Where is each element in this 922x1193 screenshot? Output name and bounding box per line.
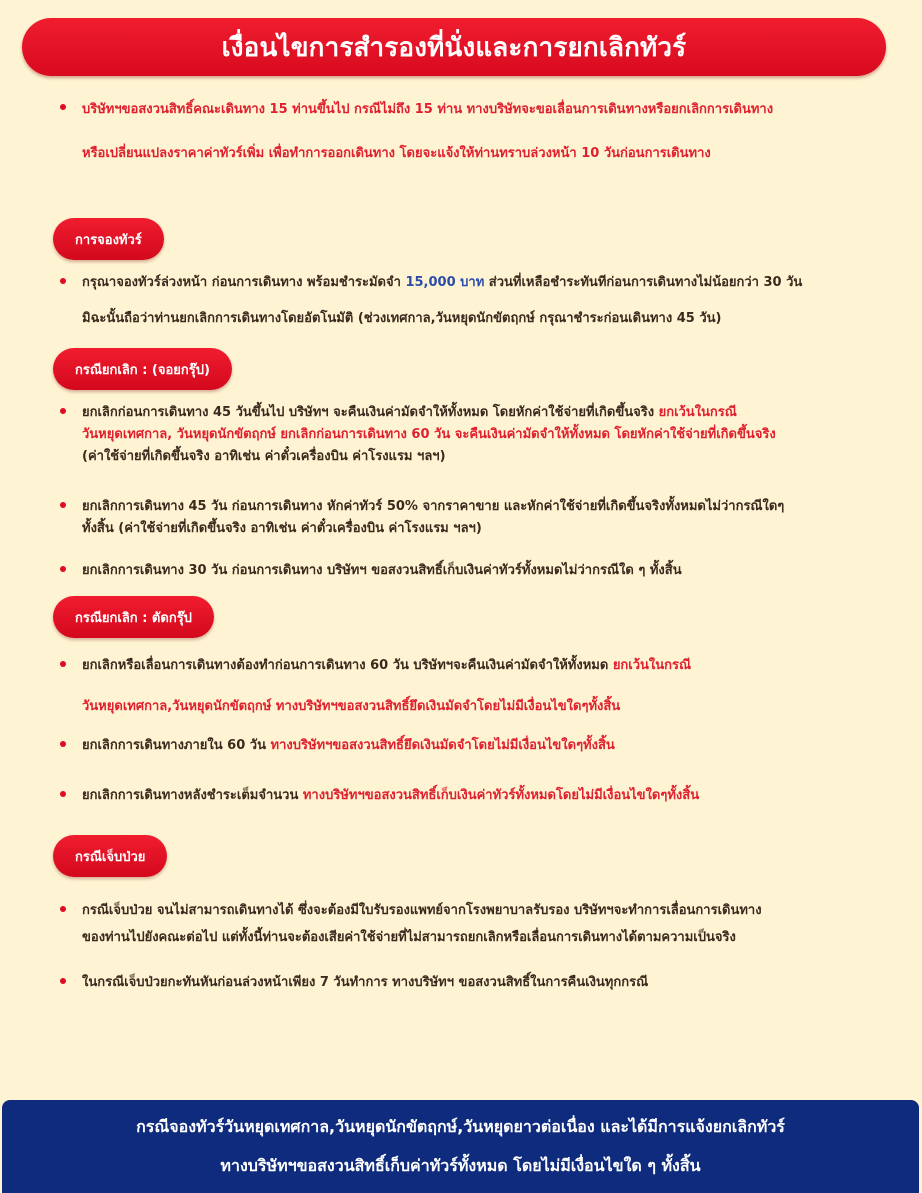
illness-item-1: กรณีเจ็บป่วย จนไม่สามารถเดินทางได้ ซึ่งจะต้องมีใบรับรองแพทย์จากโรงพยาบาลรับรอง บริษัทฯจะทำการเลื่อนการเดินทาง ของท่านไปยังคณะต่อไป แต่ทั้งนี้ท่านจะต้องเสียค่าใช้จ่ายที่ไม่สามารถยกเลิกหรือเลื่อนการเดินทางได้ตามความเป็นจริง [62,900,902,949]
section-label-cancel-private-group: กรณียกเลิก : ตัดกรุ๊ป [53,596,214,638]
bullet-icon [60,978,66,984]
intro-line-1: บริษัทฯขอสงวนสิทธิ์คณะเดินทาง 15 ท่านขึ้นไป กรณีไม่ถึง 15 ท่าน ทางบริษัทจะขอเลื่อนการเดินทางหรือยกเลิกการเดินทาง [82,102,774,117]
bullet-icon [60,741,66,747]
bullet-icon [60,408,66,414]
cancel-join-item-3: ยกเลิกการเดินทาง 30 วัน ก่อนการเดินทาง บริษัทฯ ขอสงวนสิทธิ์เก็บเงินค่าทัวร์ทั้งหมดไม่ว่ากรณีใด ๆ ทั้งสิ้น [62,560,902,582]
deposit-amount: 15,000 บาท [405,275,485,290]
cancel-join-item-1: ยกเลิกก่อนการเดินทาง 45 วันขึ้นไป บริษัทฯ จะคืนเงินค่ามัดจำให้ทั้งหมด โดยหักค่าใช้จ่ายที่เกิดขึ้นจริง ยกเว้นในกรณี วันหยุดเทศกาล, วันหยุดนักขัตฤกษ์ ยกเลิกก่อนการเดินทาง 60 วัน จะคืนเงินค่ามัดจำให้ทั้งหมด โดยหักค่าใช้จ่ายที่เกิดขึ้นจริง (ค่าใช้จ่ายที่เกิดขึ้นจริง อาทิเช่น ค่าตั๋วเครื่องบิน ค่าโรงแรม ฯลฯ) [62,402,902,468]
cancel-private-item-2: ยกเลิกการเดินทางภายใน 60 วัน ทางบริษัทฯขอสงวนสิทธิ์ยึดเงินมัดจำโดยไม่มีเงื่อนไขใดๆทั้งสิ้น [62,735,902,757]
intro-paragraph [62,98,902,166]
cancel-join-item-2: ยกเลิกการเดินทาง 45 วัน ก่อนการเดินทาง หักค่าทัวร์ 50% จากราคาขาย และหักค่าใช้จ่ายที่เกิดขึ้นจริงทั้งหมดไม่ว่ากรณีใดๆ ทั้งสิ้น (ค่าใช้จ่ายที่เกิดขึ้นจริง อาทิเช่น ค่าตั๋วเครื่องบิน ค่าโรงแรม ฯลฯ) [62,496,902,540]
section-label-illness: กรณีเจ็บป่วย [53,835,167,877]
cancel-private-item-3: ยกเลิกการเดินทางหลังชำระเต็มจำนวน ทางบริษัทฯขอสงวนสิทธิ์เก็บเงินค่าทัวร์ทั้งหมดโดยไม่มีเงื่อนไขใดๆทั้งสิ้น [62,785,902,807]
section-label-booking: การจองทัวร์ [53,218,164,260]
booking-item [62,272,902,330]
bullet-icon [60,906,66,912]
footer-notice [2,1100,919,1193]
page-title: เงื่อนไขการสำรองที่นั่งและการยกเลิกทัวร์ [22,18,886,76]
illness-item-2: ในกรณีเจ็บป่วยกะทันหันก่อนล่วงหน้าเพียง 7 วันทำการ ทางบริษัทฯ ขอสงวนสิทธิ์ในการคืนเงินทุกกรณี [62,972,902,994]
footer-line-1: กรณีจองทัวร์วันหยุดเทศกาล,วันหยุดนักขัตฤกษ์,วันหยุดยาวต่อเนื่อง และได้มีการแจ้งยกเลิกทัวร์ [136,1116,785,1136]
bullet-icon [60,661,66,667]
bullet-icon [60,104,66,110]
section-label-cancel-join-group: กรณียกเลิก : (จอยกรุ๊ป) [53,348,232,390]
booking-line-2: มิฉะนั้นถือว่าท่านยกเลิกการเดินทางโดยอัตโนมัติ (ช่วงเทศกาล,วันหยุดนักขัตฤกษ์ กรุณาชำระก่อนเดินทาง 45 วัน) [82,311,722,326]
cancel-private-item-1: ยกเลิกหรือเลื่อนการเดินทางต้องทำก่อนการเดินทาง 60 วัน บริษัทฯจะคืนเงินค่ามัดจำให้ทั้งหมด ยกเว้นในกรณี วันหยุดเทศกาล,วันหยุดนักขัตฤกษ์ ทางบริษัทฯขอสงวนสิทธิ์ยึดเงินมัดจำโดยไม่มีเงื่อนไขใดๆทั้งสิ้น [62,655,902,718]
booking-line-1: กรุณาจองทัวร์ล่วงหน้า ก่อนการเดินทาง พร้อมชำระมัดจำ 15,000 บาท ส่วนที่เหลือชำระทันทีก่อนการเดินทางไม่น้อยกว่า 30 วัน [82,275,803,290]
footer-line-2: ทางบริษัทฯขอสงวนสิทธิ์เก็บค่าทัวร์ทั้งหมด โดยไม่มีเงื่อนไขใด ๆ ทั้งสิ้น [220,1155,701,1175]
bullet-icon [60,502,66,508]
intro-line-2: หรือเปลี่ยนแปลงราคาค่าทัวร์เพิ่ม เพื่อทำการออกเดินทาง โดยจะแจ้งให้ท่านทราบล่วงหน้า 10 วันก่อนการเดินทาง [82,146,711,161]
bullet-icon [60,791,66,797]
bullet-icon [60,566,66,572]
bullet-icon [60,278,66,284]
